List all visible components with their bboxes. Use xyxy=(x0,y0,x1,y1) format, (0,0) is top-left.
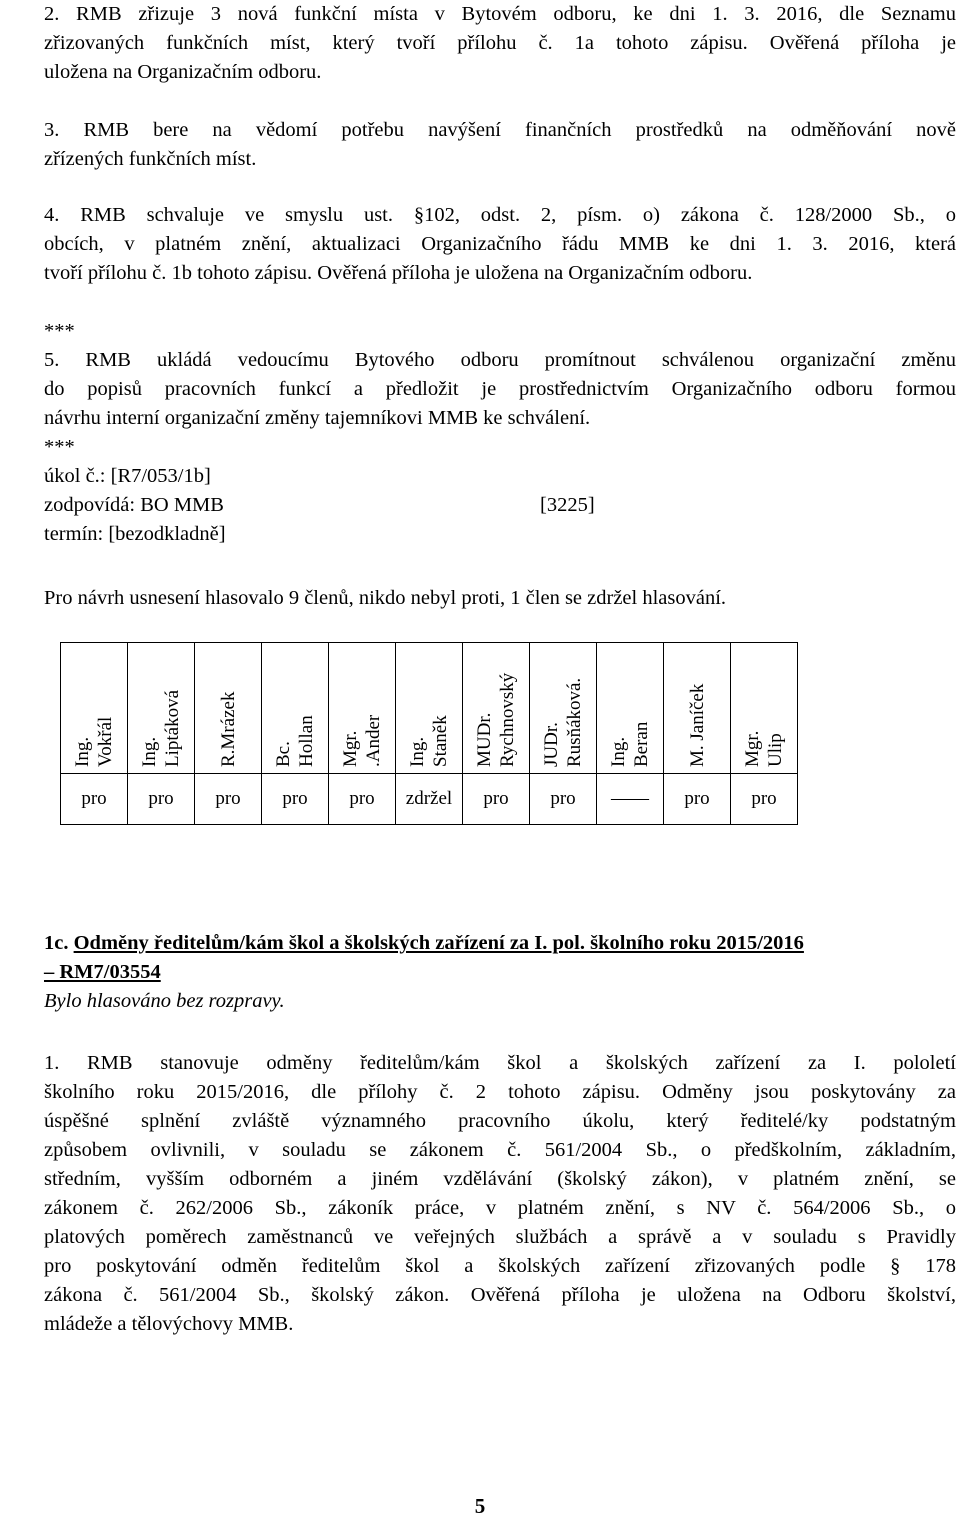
member-name-cell xyxy=(664,643,731,774)
section-title: Odměny ředitelům/kám škol a školských zařízení za I. pol. školního roku 2015/2016 xyxy=(73,932,804,954)
member-vote: pro xyxy=(463,774,530,825)
text-line: uložena na Organizačním odboru. xyxy=(44,61,322,83)
text-line: platových poměrech zaměstnanců ve veřejných službách a správě a v souladu s Pravidly xyxy=(44,1226,956,1248)
member-name-cell xyxy=(530,643,597,774)
member-vote: pro xyxy=(664,774,731,825)
member-name-cell xyxy=(128,643,195,774)
text-line: 4. RMB schvaluje ve smyslu ust. §102, odst. 2, písm. o) zákona č. 128/2000 Sb., o xyxy=(44,204,956,226)
task-block xyxy=(44,462,956,549)
member-name: Mgr. Ulip xyxy=(742,730,786,767)
member-vote: pro xyxy=(195,774,262,825)
member-name-cell xyxy=(396,643,463,774)
member-vote: pro xyxy=(262,774,329,825)
resolution-3 xyxy=(44,116,956,174)
vote-names-row xyxy=(61,643,798,774)
text-line: úspěšné splnění zvláště významného pracovního úkolu, který ředitelé/ky podstatným xyxy=(44,1110,956,1132)
vote-values-row xyxy=(61,774,798,825)
text-line: návrhu interní organizační změny tajemníkovi MMB ke schválení. xyxy=(44,407,591,429)
text-line: zřizovaných funkčních míst, který tvoří přílohu č. 1a tohoto zápisu. Ověřená příloha je xyxy=(44,32,956,54)
resolution-5 xyxy=(44,346,956,433)
member-name-cell xyxy=(731,643,798,774)
member-name-cell xyxy=(195,643,262,774)
member-name: M. Janíček xyxy=(686,683,708,767)
text-line: středním, vyšším odborném a jiném vzdělávání (školský zákon), v platném znění, se xyxy=(44,1168,956,1190)
text-line: pro poskytování odměn ředitelům škol a školských zařízení zřizovaných podle § 178 xyxy=(44,1255,956,1277)
member-name-cell xyxy=(61,643,128,774)
member-vote: pro xyxy=(530,774,597,825)
member-name: Ing. Beran xyxy=(608,721,652,767)
text-line: zřízených funkčních míst. xyxy=(44,148,257,170)
member-name-cell xyxy=(597,643,664,774)
text-line: 1. RMB stanovuje odměny ředitelům/kám škol a školských zařízení za I. pololetí xyxy=(44,1052,956,1074)
text-line: školního roku 2015/2016, dle přílohy č. 2 tohoto zápisu. Odměny jsou poskytovány za xyxy=(44,1081,956,1103)
member-name-cell xyxy=(329,643,396,774)
vote-summary: Pro návrh usnesení hlasovalo 9 členů, nikdo nebyl proti, 1 člen se zdržel hlasování. xyxy=(44,587,727,609)
task-code: [3225] xyxy=(540,494,595,516)
text-line: mládeže a tělovýchovy MMB. xyxy=(44,1313,294,1335)
resolution-2 xyxy=(44,0,956,87)
member-name: JUDr. Rusňáková. xyxy=(541,677,585,767)
separator-stars: *** xyxy=(44,436,75,458)
member-vote: pro xyxy=(731,774,798,825)
task-deadline: termín: [bezodkladně] xyxy=(44,523,226,545)
task-responsible: zodpovídá: BO MMB xyxy=(44,494,224,516)
member-name: Ing. Staněk xyxy=(407,715,451,767)
text-line: do popisů pracovních funkcí a předložit je prostřednictvím Organizačního odboru formou xyxy=(44,378,956,400)
section-number: 1c. xyxy=(44,932,69,954)
member-vote: pro xyxy=(128,774,195,825)
page-number: 5 xyxy=(474,1494,486,1518)
member-name-cell xyxy=(463,643,530,774)
member-name: Mgr. .Ander xyxy=(340,714,384,767)
section-1c-heading xyxy=(44,929,956,1016)
resolution-4 xyxy=(44,201,956,288)
task-responsible-row xyxy=(44,491,956,520)
section-heading-line xyxy=(44,929,956,958)
section-title-code: – RM7/03554 xyxy=(44,961,161,983)
member-vote: pro xyxy=(329,774,396,825)
member-name-cell xyxy=(262,643,329,774)
text-line: 5. RMB ukládá vedoucímu Bytového odboru promítnout schválenou organizační změnu xyxy=(44,349,956,371)
member-vote: —— xyxy=(597,774,664,825)
member-name: Ing. Liptáková xyxy=(139,689,183,767)
text-line: způsobem ovlivnili, v souladu se zákonem č. 561/2004 Sb., o předškolním, základním, xyxy=(44,1139,956,1161)
vote-table xyxy=(60,642,798,825)
text-line: obcích, v platném znění, aktualizaci Organizačního řádu MMB ke dni 1. 3. 2016, která xyxy=(44,233,956,255)
member-vote: pro xyxy=(61,774,128,825)
task-number: úkol č.: [R7/053/1b] xyxy=(44,465,211,487)
text-line: zákonem č. 262/2006 Sb., zákoník práce, v platném znění, s NV č. 564/2006 Sb., o xyxy=(44,1197,956,1219)
text-line: zákona č. 561/2004 Sb., školský zákon. Ověřená příloha je uložena na Odboru školství, xyxy=(44,1284,956,1306)
member-name: Bc. Hollan xyxy=(273,715,317,767)
member-name: R.Mrázek xyxy=(217,691,239,767)
text-line: 2. RMB zřizuje 3 nová funkční místa v Bytovém odboru, ke dni 1. 3. 2016, dle Seznamu xyxy=(44,3,956,25)
section-heading-line xyxy=(44,958,956,987)
section-1c-body xyxy=(44,1049,956,1339)
separator-stars: *** xyxy=(44,320,75,342)
member-vote: zdržel xyxy=(396,774,463,825)
member-name: MUDr. Rychnovský xyxy=(474,672,518,767)
section-note: Bylo hlasováno bez rozpravy. xyxy=(44,990,285,1012)
text-line: 3. RMB bere na vědomí potřebu navýšení finančních prostředků na odměňování nově xyxy=(44,119,956,141)
member-name: Ing. Vokřál xyxy=(72,716,116,767)
text-line: tvoří přílohu č. 1b tohoto zápisu. Ověřená příloha je uložena na Organizačním odboru. xyxy=(44,262,753,284)
